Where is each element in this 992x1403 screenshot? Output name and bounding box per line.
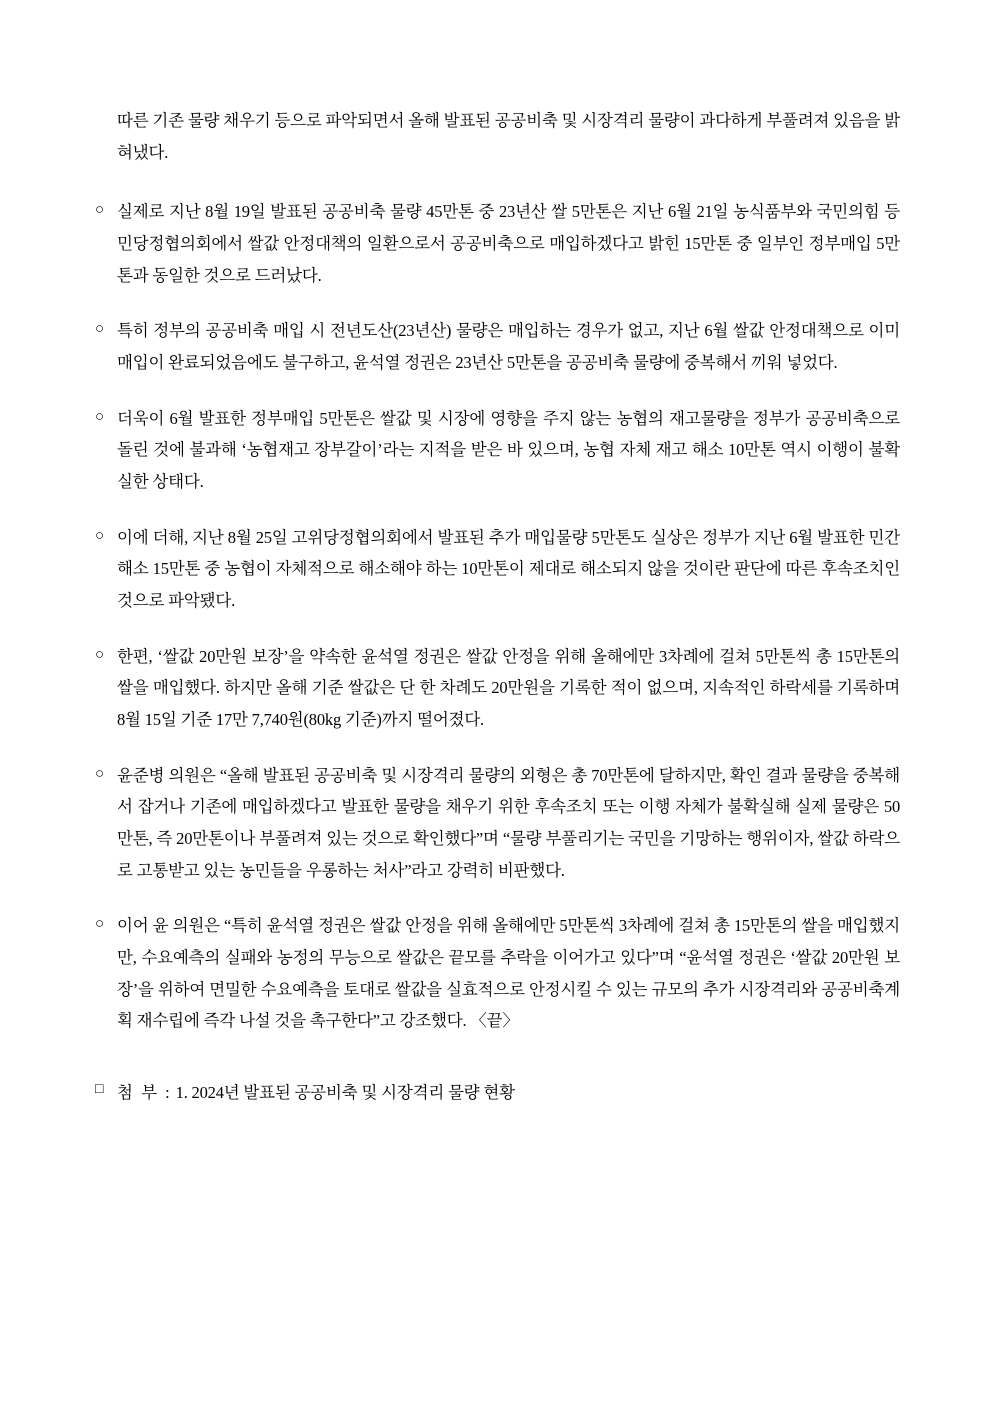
paragraph-text: 이어 윤 의원은 “특히 윤석열 정권은 쌀값 안정을 위해 올해에만 5만톤씩 3차례에 걸쳐 총 15만톤의 쌀을 매입했지만, 수요예측의 실패와 농정의 무능으로 쌀값은 끝모를 추락을 이어가고 있다”며 “윤석열 정권은 ‘쌀값 20만원 보장’을 위하여 면밀한 수요예측을 토대로 쌀값을 실효적으로 안정시킬 수 있는 규모의 추가 시장격리와 공공비축계획 재수립에 즉각 나설 것을 촉구한다”고 강조했다. 〈끝〉 [117,916,900,1031]
paragraph-text: 실제로 지난 8월 19일 발표된 공공비축 물량 45만톤 중 23년산 쌀 5만톤은 지난 6월 21일 농식품부와 국민의힘 등 민당정협의회에서 쌀값 안정대책의 일환으로서 공공비축으로 매입하겠다고 밝힌 15만톤 중 일부인 정부매입 5만톤과 동일한 것으로 드러났다. [117,202,900,285]
bullet-marker: ○ [95,916,104,933]
paragraph-bullet-7 [95,910,900,1037]
bullet-marker: ○ [95,765,104,782]
paragraph-bullet-4 [95,522,900,617]
paragraph-continuation [95,105,900,168]
attachment-text: 1. 2024년 발표된 공공비축 및 시장격리 물량 현황 [175,1083,515,1103]
paragraph-text: 따른 기존 물량 채우기 등으로 파악되면서 올해 발표된 공공비축 및 시장격리 물량이 과다하게 부풀려져 있음을 밝혀냈다. [117,111,900,162]
paragraph-text: 윤준병 의원은 “올해 발표된 공공비축 및 시장격리 물량의 외형은 총 70만톤에 달하지만, 확인 결과 물량을 중복해서 잡거나 기존에 매입하겠다고 발표한 물량을 채우기 위한 후속조치 또는 이행 자체가 불확실해 실제 물량은 50만톤, 즉 20만톤이나 부풀려져 있는 것으로 확인했다”며 “물량 부풀리기는 국민을 기망하는 행위이자, 쌀값 하락으로 고통받고 있는 농민들을 우롱하는 처사”라고 강력히 비판했다. [117,765,900,880]
bullet-marker: ○ [95,646,104,663]
paragraph-text: 특히 정부의 공공비축 매입 시 전년도산(23년산) 물량은 매입하는 경우가 없고, 지난 6월 쌀값 안정대책으로 이미 매입이 완료되었음에도 불구하고, 윤석열 정권은 23년산 5만톤을 공공비축 물량에 중복해서 끼워 넣었다. [117,321,900,373]
square-marker: □ [95,1082,104,1098]
paragraph-bullet-3 [95,403,900,498]
paragraph-bullet-1 [95,196,900,291]
bullet-marker: ○ [95,321,104,338]
paragraph-text: 더욱이 6월 발표한 정부매입 5만톤은 쌀값 및 시장에 영향을 주지 않는 농협의 재고물량을 정부가 공공비축으로 돌린 것에 불과해 ‘농협재고 장부갈이’라는 지적을 받은 바 있으며, 농협 자체 재고 해소 10만톤 역시 이행이 불확실한 상태다. [117,408,900,492]
attachment-line [95,1077,900,1109]
attachment-label: 첨 부 : [117,1083,172,1103]
bullet-marker: ○ [95,527,104,544]
paragraph-bullet-5 [95,641,900,736]
paragraph-text: 이에 더해, 지난 8월 25일 고위당정협의회에서 발표된 추가 매입물량 5만톤도 실상은 정부가 지난 6월 발표한 민간해소 15만톤 중 농협이 자체적으로 해소해야 하는 10만톤이 제대로 해소되지 않을 것이란 판단에 따른 후속조치인 것으로 파악됐다. [117,527,900,611]
bullet-marker: ○ [95,408,104,425]
paragraph-text: 한편, ‘쌀값 20만원 보장’을 약속한 윤석열 정권은 쌀값 안정을 위해 올해에만 3차례에 걸쳐 5만톤씩 총 15만톤의 쌀을 매입했다. 하지만 올해 기준 쌀값은 단 한 차례도 20만원을 기록한 적이 없으며, 지속적인 하락세를 기록하며 8월 15일 기준 17만 7,740원(80kg 기준)까지 떨어졌다. [117,646,900,730]
paragraph-bullet-2 [95,315,900,378]
bullet-marker: ○ [95,202,104,219]
paragraph-bullet-6 [95,760,900,887]
